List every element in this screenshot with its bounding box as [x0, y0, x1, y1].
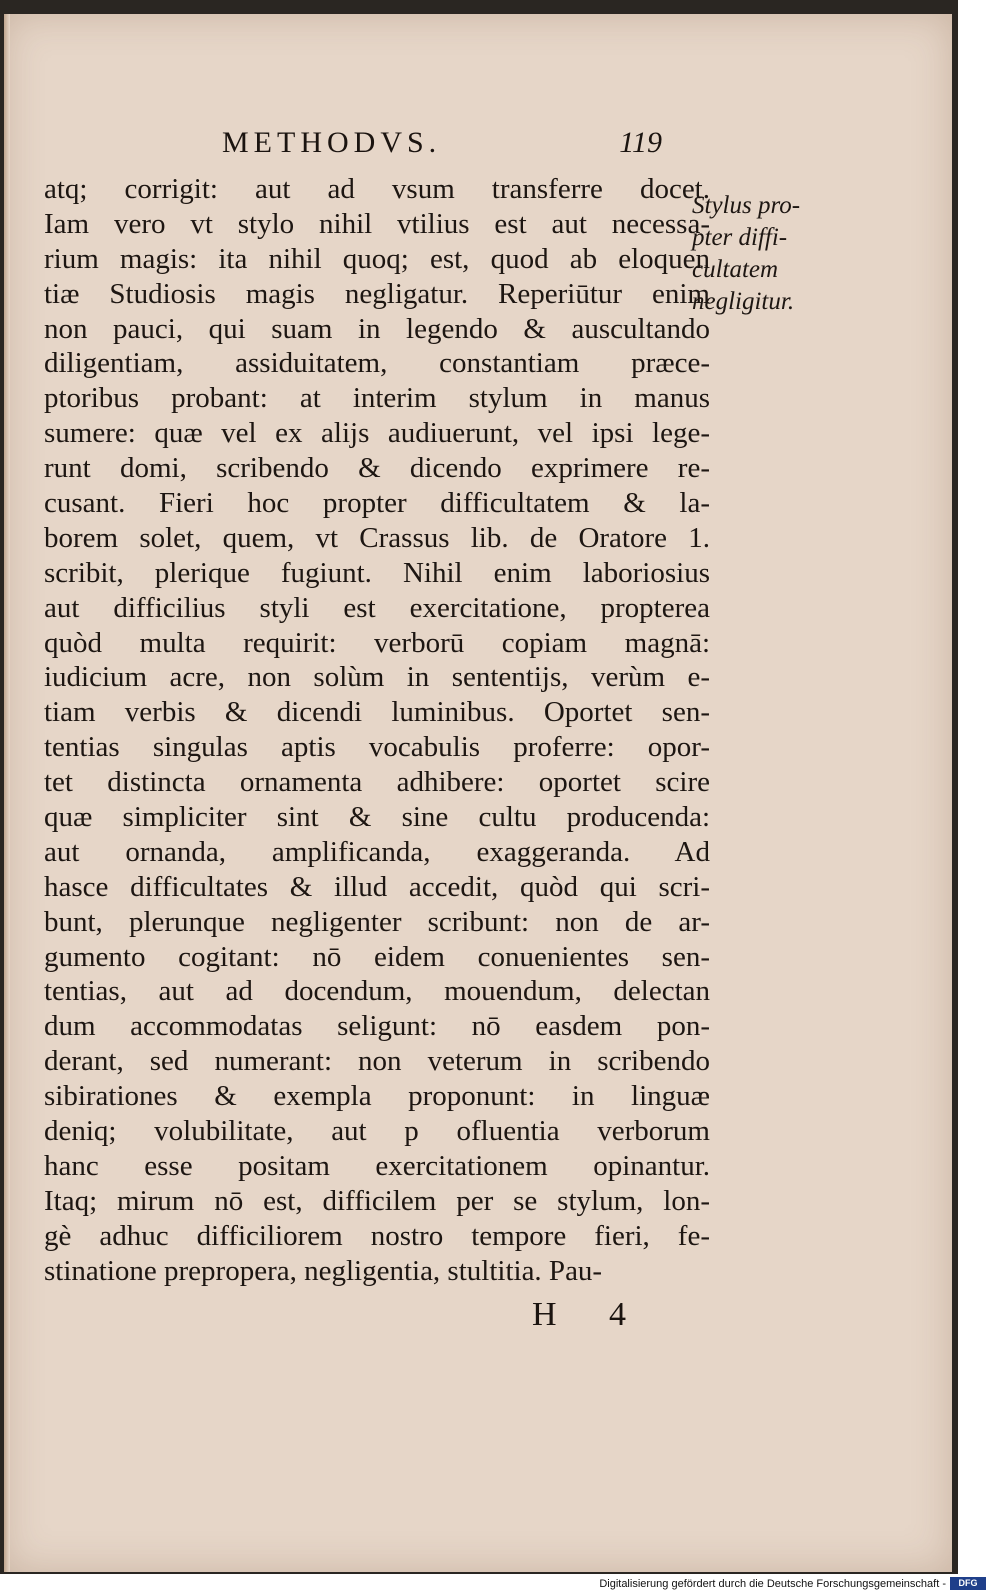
marginal-note-line: Stylus pro-: [692, 192, 801, 219]
text-line: gumento cogitant: nō eidem conuenientes sen-: [44, 940, 710, 973]
text-line: iudicium acre, non solùm in sententijs, verùm e-: [44, 661, 710, 694]
body-text: [44, 172, 710, 1289]
text-line: sibirationes & exempla proponunt: in linguæ: [44, 1080, 710, 1113]
text-line: diligentiam, assiduitatem, constantiam præce-: [44, 347, 710, 380]
page-header: [222, 126, 662, 166]
text-line: tet distincta ornamenta adhibere: oportet scire: [44, 766, 710, 799]
text-line: Itaq; mirum nō est, difficilem per se stylum, lon-: [44, 1184, 710, 1217]
signature-mark: H 4: [532, 1296, 649, 1333]
text-line: hasce difficultates & illud accedit, quòd qui scri-: [44, 870, 710, 903]
dfg-logo: DFG: [950, 1577, 986, 1590]
text-line: hanc esse positam exercitationem opinantur.: [44, 1149, 710, 1182]
text-line: gè adhuc difficiliorem nostro tempore fieri, fe-: [44, 1219, 710, 1252]
text-line: non pauci, qui suam in legendo & auscultando: [44, 312, 710, 345]
text-line: deniq; volubilitate, aut p ofluentia verborum: [44, 1115, 710, 1148]
digitization-credit: Digitalisierung gefördert durch die Deutsche Forschungsgemeinschaft -: [599, 1578, 946, 1590]
text-line: ptoribus probant: at interim stylum in manus: [44, 382, 710, 415]
text-line: Iam vero vt stylo nihil vtilius est aut necessa-: [44, 207, 710, 240]
text-line: tiam verbis & dicendi luminibus. Oportet sen-: [44, 696, 710, 729]
text-line: bunt, plerunque negligenter scribunt: non de ar-: [44, 905, 710, 938]
text-line: cusant. Fieri hoc propter difficultatem & la-: [44, 487, 710, 520]
text-line: aut difficilius styli est exercitatione, propterea: [44, 591, 710, 624]
text-line: aut ornanda, amplificanda, exaggeranda. Ad: [44, 835, 710, 868]
page-number: 119: [619, 126, 662, 159]
text-line: quæ simpliciter sint & sine cultu producenda:: [44, 801, 710, 834]
text-line: dum accommodatas seligunt: nō easdem pon-: [44, 1010, 710, 1043]
text-line: runt domi, scribendo & dicendo exprimere re-: [44, 452, 710, 485]
marginal-note: [692, 190, 842, 318]
text-line: borem solet, quem, vt Crassus lib. de Oratore 1.: [44, 521, 710, 554]
text-line: tiæ Studiosis magis negligatur. Reperiūtur enim: [44, 277, 710, 310]
text-line: rium magis: ita nihil quoq; est, quod ab eloquen: [44, 242, 710, 275]
marginal-note-line: cultatem: [692, 256, 779, 283]
text-line: atq; corrigit: aut ad vsum transferre docet.: [44, 173, 710, 205]
text-line: derant, sed numerant: non veterum in scribendo: [44, 1045, 710, 1078]
marginal-note-line: pter diffi-: [692, 224, 788, 251]
text-line: stinatione prepropera, negligentia, stultitia. Pau-: [44, 1254, 603, 1287]
text-line: tentias singulas aptis vocabulis proferre: opor-: [44, 731, 710, 764]
text-line: sumere: quæ vel ex alijs audiuerunt, vel ipsi lege-: [44, 417, 710, 450]
text-line: quòd multa requirit: verborū copiam magnā:: [44, 626, 710, 659]
running-title: METHODVS.: [222, 126, 442, 159]
page-gutter-edge: [4, 14, 10, 1572]
text-line: scribit, plerique fugiunt. Nihil enim laboriosius: [44, 556, 710, 589]
text-line: tentias, aut ad docendum, mouendum, delectan: [44, 975, 710, 1008]
marginal-note-line: negligitur.: [692, 288, 795, 315]
